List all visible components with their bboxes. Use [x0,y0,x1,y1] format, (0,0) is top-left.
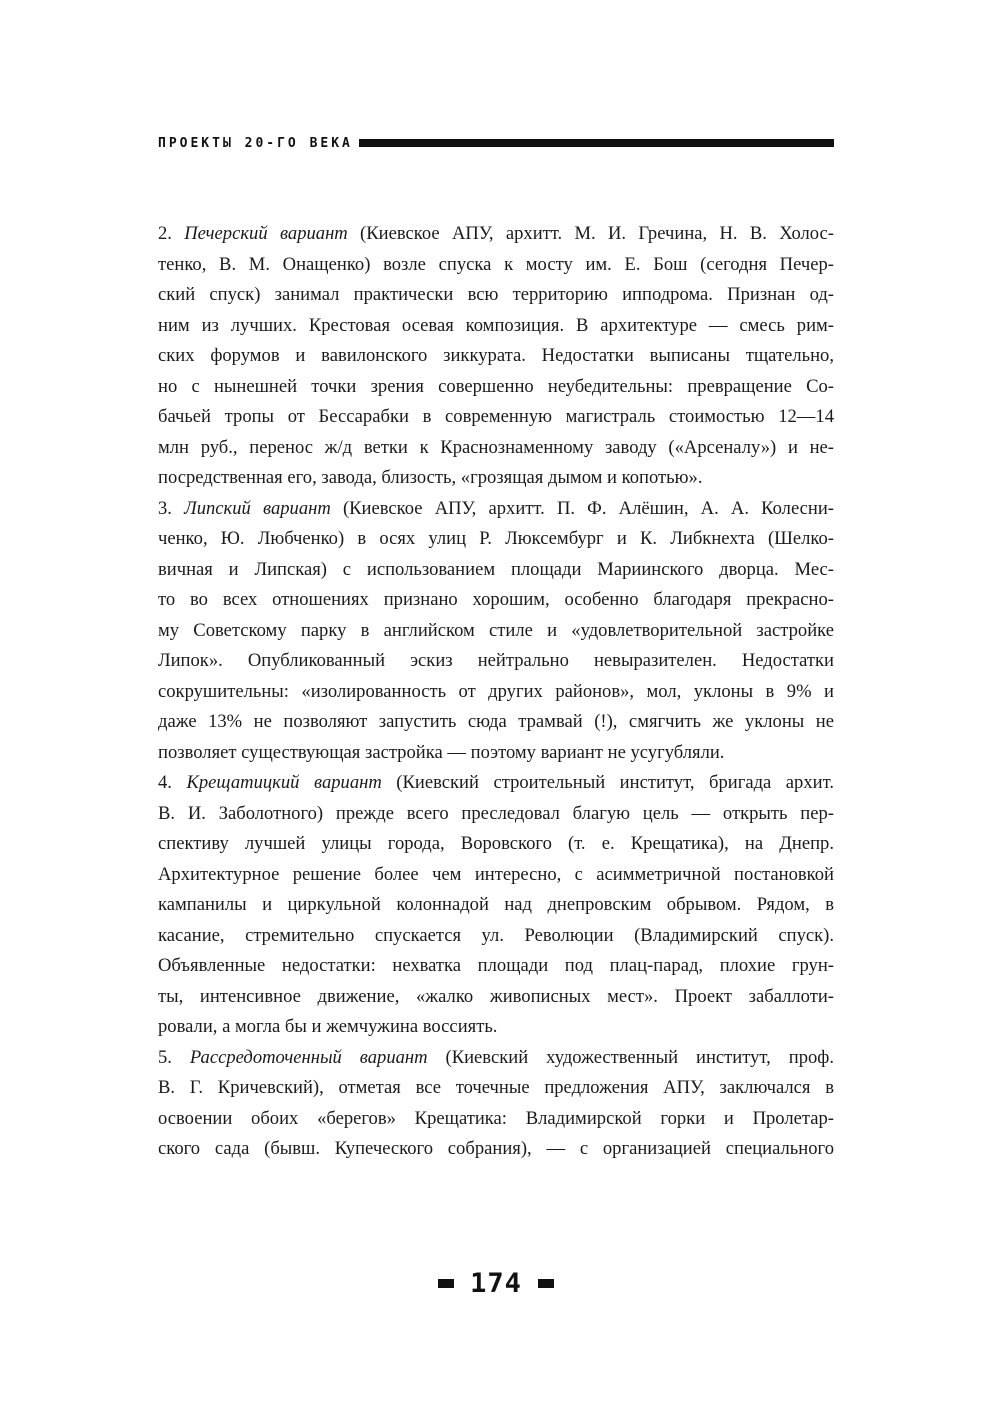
paragraph-line: тенко, В. М. Онащенко) возле спуска к мосту им. Е. Бош (сегодня Печер- [158,253,834,275]
folio-bar-right [538,1279,554,1288]
paragraph-line: касание, стремительно спускается ул. Революции (Владимирский спуск). [158,924,834,946]
running-head-rule [359,139,834,147]
paragraph-line: ты, интенсивное движение, «жалко живописных мест». Проект забаллоти- [158,985,834,1007]
paragraph-line: но с нынешней точки зрения совершенно неубедительны: превращение Со- [158,375,834,397]
paragraph-line: В. И. Заболотного) прежде всего преследовал благую цель — открыть пер- [158,802,834,824]
paragraph-line: ских форумов и вавилонского зиккурата. Недостатки выписаны тщательно, [158,345,834,366]
running-head-title: ПРОЕКТЫ 20-ГО ВЕКА [158,135,353,151]
paragraph-line: бачьей тропы от Бессарабки в современную магистраль стоимостью 12—14 [158,406,834,427]
variant-title: Липский вариант [184,497,331,519]
paragraph-line: В. Г. Кричевский), отметая все точечные предложения АПУ, заключался в [158,1077,834,1098]
paragraph-line: Объявленные недостатки: нехватка площади под плац-парад, плохие грун- [158,955,834,976]
paragraph-line: даже 13% не позволяют запустить сюда трамвай (!), смягчить же уклоны не [158,711,834,732]
page-number-footer [0,1265,992,1301]
running-head [158,133,834,153]
paragraph-line: то во всех отношениях признано хорошим, особенно благодаря прекрасно- [158,589,834,610]
paragraph-line: 3. Липский вариант (Киевское АПУ, архитт. П. Ф. Алёшин, А. А. Колесни- [158,497,835,519]
body-text [158,219,834,1165]
paragraph-line: му Советскому парку в английском стиле и «удовлетворительной застройке [158,619,834,641]
paragraph-line: позволяет существующая застройка — поэтому вариант не усугубляли. [158,741,725,763]
paragraph-line: Архитектурное решение более чем интересно, с асимметричной постановкой [158,863,834,885]
paragraph-line: вичная и Липская) с использованием площади Мариинского дворца. Мес- [158,558,834,580]
paragraph-line: 2. Печерский вариант (Киевское АПУ, архитт. М. И. Гречина, Н. В. Холос- [158,223,834,244]
paragraph-line: сокрушительны: «изолированность от других районов», мол, уклоны в 9% и [158,680,834,702]
paragraph-line: ский спуск) занимал практически всю территорию ипподрома. Признан од- [158,284,834,305]
paragraph-line: ним из лучших. Крестовая осевая композиция. В архитектуре — смесь рим- [158,314,834,336]
paragraph-line: освоении обоих «берегов» Крещатика: Владимирской горки и Пролетар- [158,1107,834,1129]
paragraph-line: кампанилы и циркульной колоннадой над днепровским обрывом. Рядом, в [158,894,834,915]
folio-bar-left [438,1279,454,1288]
paragraph-line: спективу лучшей улицы города, Воровского (т. е. Крещатика), на Днепр. [158,833,834,854]
paragraph-line: 5. Рассредоточенный вариант (Киевский художественный институт, проф. [158,1046,834,1068]
paragraph-line: ского сада (бывш. Купеческого собрания), — с организацией специального [158,1138,834,1159]
page-number: 174 [470,1267,522,1299]
paragraph-line: ченко, Ю. Любченко) в осях улиц Р. Люксембург и К. Либкнехта (Шелко- [158,528,834,549]
paragraph-line: 4. Крещатицкий вариант (Киевский строительный институт, бригада архит. [158,772,834,793]
paragraph-line: Липок». Опубликованный эскиз нейтрально невыразителен. Недостатки [158,650,834,671]
paragraph-line: посредственная его, завода, близость, «грозящая дымом и копотью». [158,467,703,488]
variant-title: Рассредоточенный вариант [189,1046,428,1068]
paragraph-line: млн руб., перенос ж/д ветки к Краснознаменному заводу («Арсеналу») и не- [158,436,834,458]
variant-title: Крещатицкий вариант [186,772,382,793]
variant-title: Печерский вариант [184,223,348,244]
paragraph-line: ровали, а могла бы и жемчужина воссиять. [158,1016,498,1037]
